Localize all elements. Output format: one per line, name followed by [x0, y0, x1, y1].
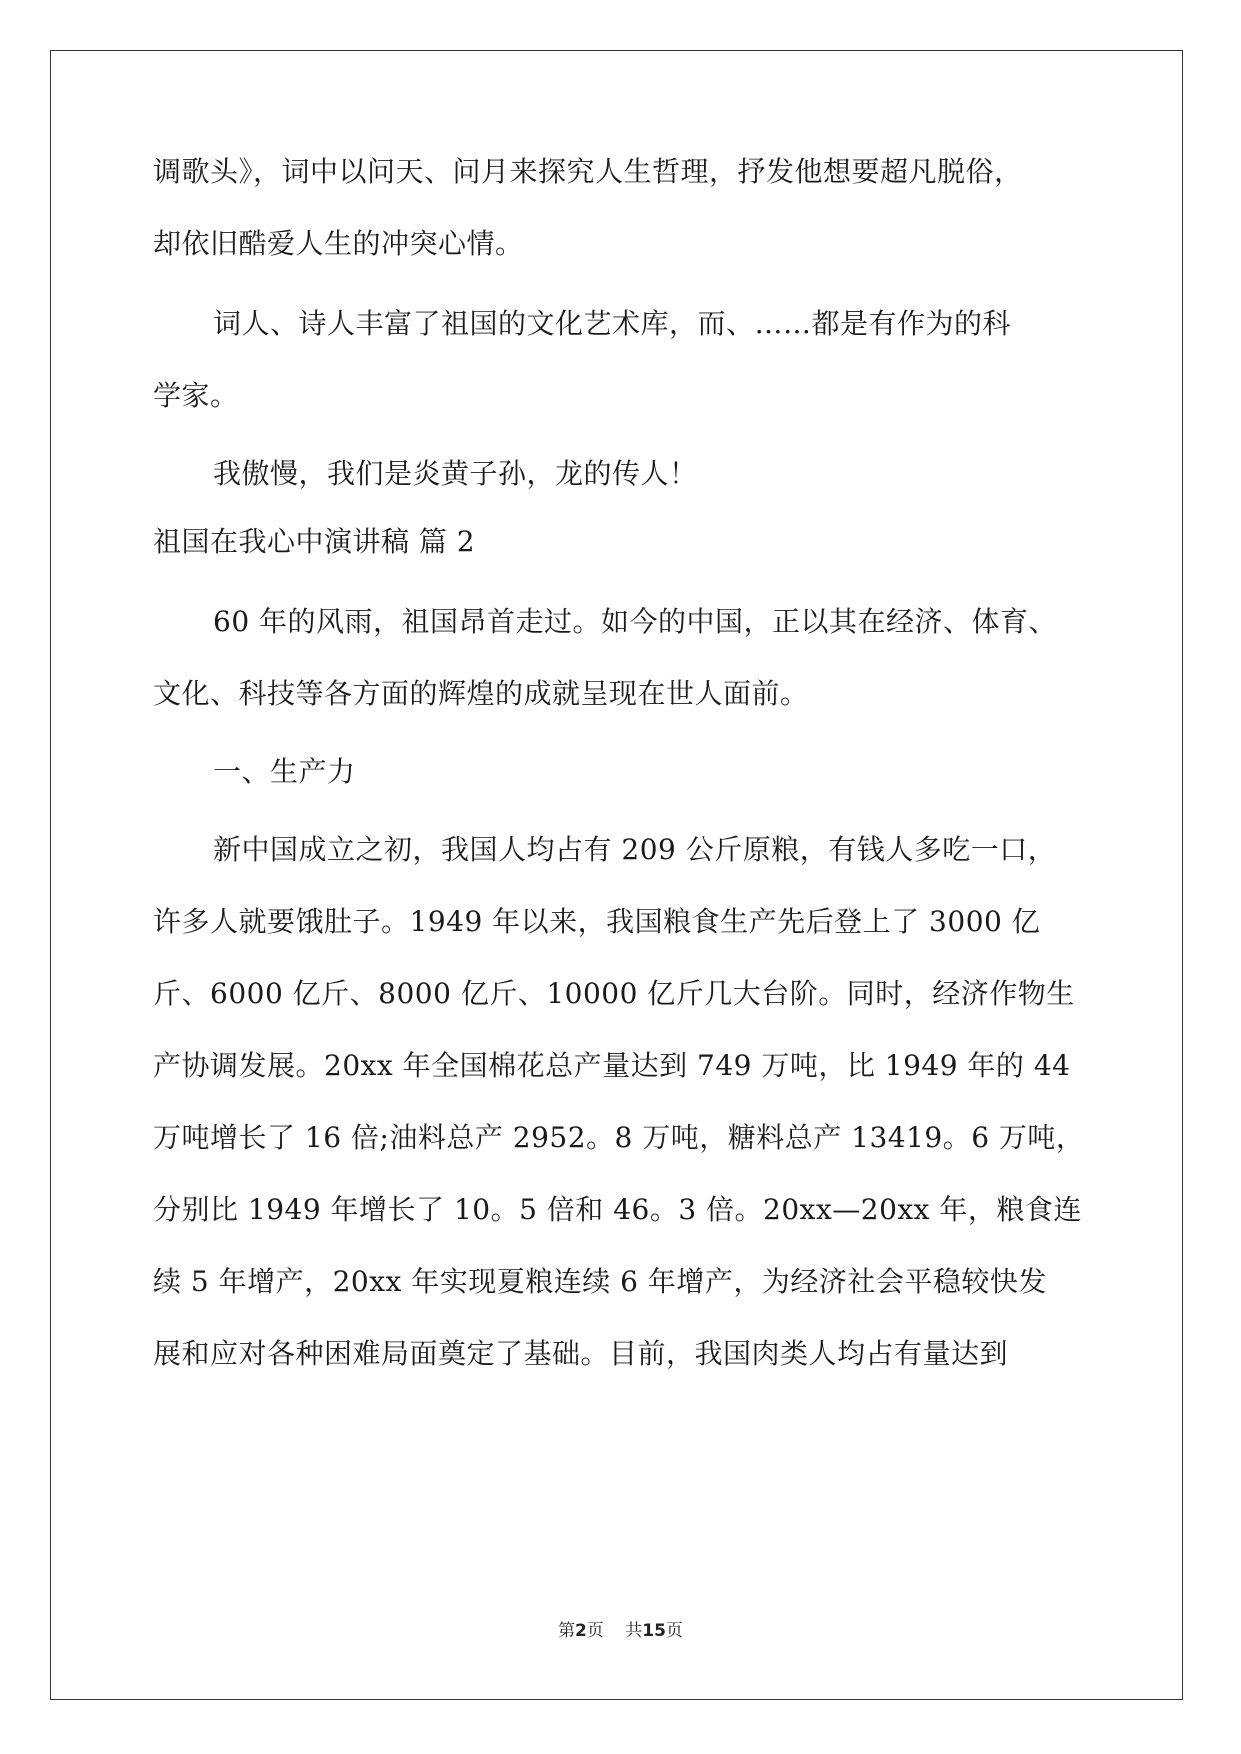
- text-line: 60 年的风雨，祖国昂首走过。如今的中国，正以其在经济、体育、: [213, 605, 1058, 638]
- text-line: 我傲慢，我们是炎黄子孙，龙的传人！: [213, 457, 698, 490]
- text-line: 产协调发展。20xx 年全国棉花总产量达到 749 万吨，比 1949 年的 44: [153, 1049, 1071, 1082]
- page-border: [50, 50, 1183, 1700]
- text-line: 调歌头》，词中以问天、问月来探究人生哲理，抒发他想要超凡脱俗，: [153, 155, 1023, 188]
- text-line: 分别比 1949 年增长了 10。5 倍和 46。3 倍。20xx—20xx 年，粮食连: [153, 1193, 1082, 1226]
- text-line: 斤、6000 亿斤、8000 亿斤、10000 亿斤几大台阶。同时，经济作物生: [153, 977, 1075, 1010]
- text-line: 新中国成立之初，我国人均占有 209 公斤原粮，有钱人多吃一口，: [213, 833, 1057, 866]
- text-line: 文化、科技等各方面的辉煌的成就呈现在世人面前。: [153, 677, 809, 710]
- text-line: 一、生产力: [213, 755, 356, 788]
- text-line: 词人、诗人丰富了祖国的文化艺术库，而、……都是有作为的科: [213, 307, 1012, 340]
- text-line: 续 5 年增产，20xx 年实现夏粮连续 6 年增产，为经济社会平稳较快发: [153, 1265, 1047, 1298]
- page-footer: [0, 1616, 1241, 1641]
- section-heading: 祖国在我心中演讲稿 篇 2: [153, 525, 476, 558]
- text-line: 学家。: [153, 379, 239, 412]
- page-number: 第2页: [558, 1621, 604, 1641]
- text-line: 许多人就要饿肚子。1949 年以来，我国粮食生产先后登上了 3000 亿: [153, 905, 1041, 938]
- page-total: 共15页: [625, 1621, 683, 1641]
- text-line: 展和应对各种困难局面奠定了基础。目前，我国肉类人均占有量达到: [153, 1337, 1009, 1370]
- text-line: 万吨增长了 16 倍;油料总产 2952。8 万吨，糖料总产 13419。6 万吨，: [153, 1121, 1085, 1154]
- text-line: 却依旧酷爱人生的冲突心情。: [153, 227, 524, 260]
